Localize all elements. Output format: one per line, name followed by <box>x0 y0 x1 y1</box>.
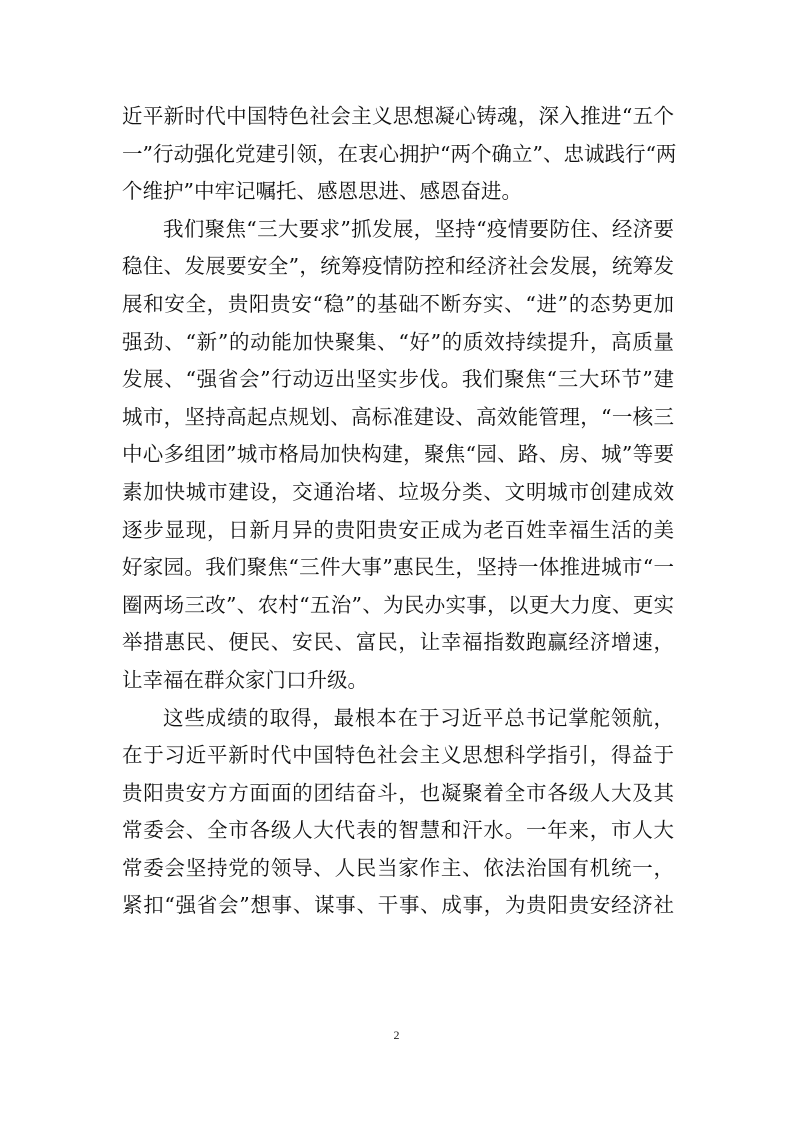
text-line: 让幸福在群众家门口升级。 <box>122 667 368 692</box>
text-line: 贵阳贵安方方面面的团结奋斗，也凝聚着全市各级人大及其 <box>122 780 674 805</box>
text-line: 稳住、发展要安全”，统筹疫情防控和经济社会发展，统筹发 <box>122 254 674 279</box>
text-line: 强劲、“新”的动能加快聚集、“好”的质效持续提升，高质量 <box>122 329 674 354</box>
text-line: 个维护”中牢记嘱托、感恩思进、感恩奋进。 <box>122 179 522 204</box>
text-line: 逐步显现，日新月异的贵阳贵安正成为老百姓幸福生活的美 <box>122 517 674 542</box>
text-line: 举措惠民、便民、安民、富民，让幸福指数跑赢经济增速， <box>122 630 674 655</box>
body-text <box>122 98 677 925</box>
page-number: 2 <box>393 1028 400 1042</box>
text-line: 常委会、全市各级人大代表的智慧和汗水。一年来，市人大 <box>122 818 674 843</box>
text-line: 一”行动强化党建引领，在衷心拥护“两个确立”、忠诚践行“两 <box>122 141 677 166</box>
text-line: 近平新时代中国特色社会主义思想凝心铸魂，深入推进“五个 <box>122 104 674 128</box>
text-line: 素加快城市建设，交通治堵、垃圾分类、文明城市创建成效 <box>122 479 674 504</box>
text-line: 展和安全，贵阳贵安“稳”的基础不断夯实、“进”的态势更加 <box>122 291 674 316</box>
text-line: 城市，坚持高起点规划、高标准建设、高效能管理，“一核三 <box>122 404 674 429</box>
text-line: 圈两场三改”、农村“五治”、为民办实事，以更大力度、更实 <box>122 592 674 617</box>
text-line: 发展、“强省会”行动迈出坚实步伐。我们聚焦“三大环节”建 <box>122 367 674 392</box>
text-line: 在于习近平新时代中国特色社会主义思想科学指引，得益于 <box>122 743 674 768</box>
text-line: 中心多组团”城市格局加快构建，聚焦“园、路、房、城”等要 <box>122 442 674 467</box>
text-line: 好家园。我们聚焦“三件大事”惠民生，坚持一体推进城市“一 <box>122 555 674 580</box>
text-line: 常委会坚持党的领导、人民当家作主、依法治国有机统一， <box>122 855 674 880</box>
paragraph-start-line: 我们聚焦“三大要求”抓发展，坚持“疫情要防住、经济要 <box>163 216 674 241</box>
text-line: 紧扣“强省会”想事、谋事、干事、成事，为贵阳贵安经济社 <box>122 893 674 918</box>
paragraph-start-line: 这些成绩的取得，最根本在于习近平总书记掌舵领航， <box>163 705 674 730</box>
